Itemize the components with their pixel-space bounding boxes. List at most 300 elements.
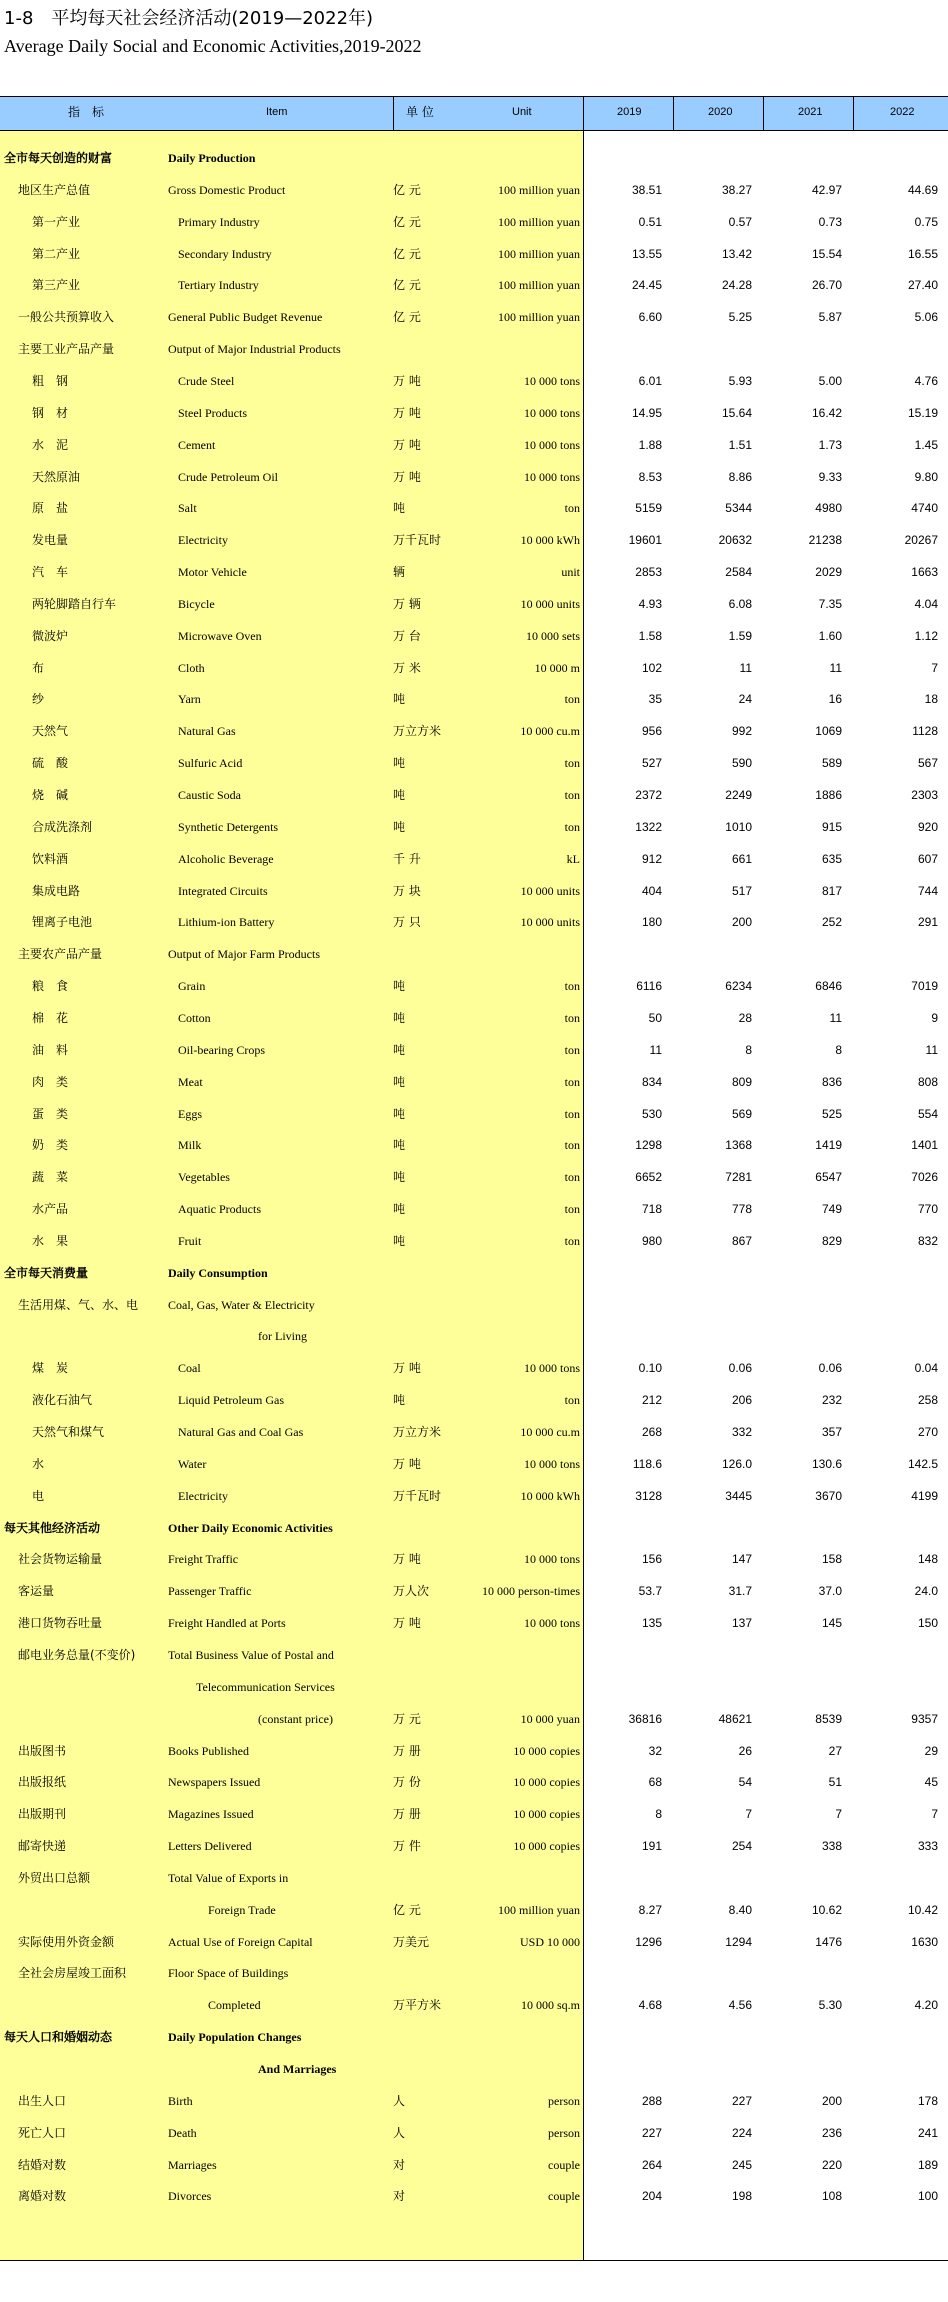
table-row [0, 875, 948, 907]
table-row [0, 1989, 948, 2021]
value-2020: 517 [731, 883, 752, 898]
table-row [0, 429, 948, 461]
value-2021: 145 [821, 1616, 842, 1631]
value-2020: 332 [731, 1425, 752, 1439]
row-item-cn: 水产品 [32, 1202, 69, 1217]
table-row [0, 1543, 948, 1575]
row-item-en: Primary Industry [178, 214, 260, 229]
row-item-en: Completed [208, 1998, 261, 2013]
row-unit-cn: 万 册 [393, 1743, 421, 1758]
value-2020: 2249 [725, 788, 752, 802]
value-2019: 5159 [635, 501, 662, 516]
row-item-cn: 烧 碱 [32, 788, 69, 802]
row-item-cn: 水 果 [32, 1233, 69, 1248]
value-2022: 29 [924, 1743, 938, 1758]
value-2020: 198 [731, 2189, 752, 2204]
row-unit-cn: 亿 元 [393, 246, 421, 261]
row-unit-cn: 万美元 [393, 1934, 430, 1949]
value-2020: 224 [731, 2125, 752, 2140]
row-item-cn: 两轮脚踏自行车 [32, 596, 117, 611]
row-item-en: Steel Products [178, 405, 247, 420]
table-title-cn: 1-8 平均每天社会经济活动(2019—2022年) [4, 8, 374, 29]
row-item-en: Crude Steel [178, 373, 235, 388]
row-item-cn: 天然原油 [32, 469, 81, 484]
row-item-en: Electricity [178, 533, 228, 548]
value-2019: 1.58 [638, 628, 662, 643]
table-row [0, 1671, 948, 1703]
row-unit-en: 10 000 kWh [520, 1488, 580, 1503]
value-2020: 1.51 [728, 437, 752, 452]
value-2019: 8.27 [638, 1902, 662, 1917]
row-item-en: Alcoholic Beverage [178, 851, 274, 866]
value-2020: 254 [731, 1839, 752, 1854]
row-item-en: Books Published [168, 1743, 250, 1758]
row-item-en: Death [168, 2125, 197, 2140]
row-item-en: Crude Petroleum Oil [178, 469, 278, 484]
value-2021: 1886 [815, 788, 842, 802]
value-2022: 9 [931, 1010, 938, 1025]
row-item-en: Tertiary Industry [178, 278, 259, 293]
row-item-cn: 出版图书 [18, 1743, 67, 1758]
table-row [0, 1862, 948, 1894]
table-row [0, 174, 948, 206]
value-2021: 589 [821, 756, 842, 771]
row-unit-en: 10 000 sq.m [520, 1998, 580, 2013]
row-item-cn: 生活用煤、气、水、电 [18, 1297, 139, 1312]
value-2019: 8.53 [638, 469, 662, 484]
table-row [0, 1416, 948, 1448]
table-row [0, 333, 948, 365]
row-item-en: Synthetic Detergents [178, 819, 279, 834]
table-row [0, 1161, 948, 1193]
header-divider [673, 96, 674, 130]
row-item-cn: 全市每天创造的财富 [4, 151, 113, 165]
value-2020: 1.59 [728, 628, 752, 643]
table-row [0, 492, 948, 524]
row-unit-cn: 吨 [393, 1138, 406, 1153]
value-2021: 357 [821, 1425, 842, 1439]
value-2022: 142.5 [907, 1456, 938, 1471]
value-2022: 4.76 [914, 373, 938, 388]
row-item-en: Newspapers Issued [168, 1775, 261, 1790]
row-item-en: Marriages [168, 2157, 217, 2172]
row-item-en: Daily Consumption [168, 1265, 268, 1280]
value-2021: 2029 [815, 565, 842, 580]
value-2019: 2372 [635, 788, 662, 802]
value-2019: 102 [641, 660, 662, 675]
value-2021: 7.35 [818, 596, 842, 611]
value-2021: 817 [821, 883, 842, 898]
row-item-cn: 蔬 菜 [32, 1170, 69, 1185]
row-item-en: Passenger Traffic [168, 1584, 252, 1599]
row-unit-cn: 亿 元 [393, 182, 421, 197]
row-unit-en: 10 000 tons [523, 1616, 580, 1631]
table-row [0, 1575, 948, 1607]
value-2019: 980 [641, 1233, 662, 1248]
table-row [0, 652, 948, 684]
row-item-en: (constant price) [258, 1711, 333, 1726]
value-2021: 635 [821, 851, 842, 866]
row-item-en: Total Business Value of Postal and [168, 1647, 334, 1662]
row-unit-cn: 万立方米 [393, 724, 442, 739]
row-item-en: Liquid Petroleum Gas [178, 1393, 284, 1408]
table-row [0, 1066, 948, 1098]
row-unit-en: ton [564, 756, 580, 771]
row-item-cn: 蛋 类 [32, 1106, 69, 1121]
value-2019: 0.10 [638, 1361, 662, 1376]
value-2020: 0.06 [728, 1361, 752, 1376]
value-2022: 16.55 [907, 246, 938, 261]
table-row [0, 683, 948, 715]
value-2022: 4199 [911, 1488, 938, 1503]
value-2021: 26.70 [811, 278, 842, 293]
row-unit-cn: 万 吨 [393, 469, 421, 484]
value-2019: 38.51 [631, 182, 662, 197]
value-2022: 1663 [911, 565, 938, 580]
row-unit-cn: 亿 元 [393, 278, 421, 293]
value-2019: 68 [648, 1775, 662, 1790]
row-item-cn: 第一产业 [32, 214, 81, 229]
row-unit-en: 10 000 tons [523, 469, 580, 484]
value-2019: 14.95 [631, 405, 662, 420]
table-row [0, 2053, 948, 2085]
value-2022: 241 [917, 2125, 938, 2140]
table-row [0, 811, 948, 843]
row-item-en: Freight Traffic [168, 1552, 239, 1567]
value-2020: 1294 [725, 1934, 752, 1949]
table-row [0, 1098, 948, 1130]
value-2020: 200 [731, 915, 752, 930]
table-row [0, 142, 948, 174]
row-unit-cn: 万 吨 [393, 405, 421, 420]
row-unit-en: 10 000 cu.m [520, 724, 580, 739]
row-item-cn: 油 料 [32, 1042, 69, 1057]
table-row [0, 1830, 948, 1862]
row-item-cn: 死亡人口 [18, 2125, 67, 2140]
row-unit-cn: 万 米 [393, 660, 421, 675]
row-unit-en: ton [564, 1106, 580, 1121]
value-2019: 0.51 [638, 214, 662, 229]
value-2022: 45 [924, 1775, 938, 1790]
value-2020: 661 [731, 851, 752, 866]
table-row [0, 620, 948, 652]
row-unit-en: person [548, 2093, 580, 2108]
value-2021: 15.54 [811, 246, 842, 261]
row-item-en: Meat [178, 1074, 203, 1089]
value-2019: 912 [641, 851, 662, 866]
row-unit-cn: 人 [393, 2125, 406, 2140]
value-2020: 867 [731, 1233, 752, 1248]
value-2021: 11 [829, 1010, 842, 1025]
value-2021: 525 [821, 1106, 842, 1121]
row-unit-cn: 人 [393, 2093, 406, 2108]
row-item-cn: 布 [32, 660, 45, 675]
value-2019: 19601 [628, 533, 662, 548]
value-2022: 4.20 [914, 1998, 938, 2013]
row-unit-en: ton [564, 1138, 580, 1153]
row-unit-cn: 万人次 [393, 1584, 430, 1599]
value-2021: 338 [821, 1839, 842, 1854]
row-item-cn: 邮寄快递 [18, 1839, 67, 1854]
table-row [0, 1320, 948, 1352]
header-year-2021: 2021 [798, 106, 823, 118]
value-2022: 808 [917, 1074, 938, 1089]
value-2022: 554 [917, 1106, 938, 1121]
value-2022: 27.40 [907, 278, 938, 293]
value-2019: 2853 [635, 565, 662, 580]
row-item-en: Fruit [178, 1233, 202, 1248]
value-2022: 0.04 [914, 1361, 938, 1376]
row-item-en: Output of Major Industrial Products [168, 342, 341, 357]
row-item-cn: 社会货物运输量 [18, 1552, 103, 1567]
row-unit-en: 10 000 units [520, 596, 580, 611]
value-2022: 832 [917, 1233, 938, 1248]
row-item-cn: 每天其他经济活动 [4, 1520, 101, 1535]
value-2020: 24.28 [721, 278, 752, 293]
value-2022: 7026 [911, 1170, 938, 1185]
row-unit-en: 10 000 tons [523, 1552, 580, 1567]
value-2019: 527 [641, 756, 662, 771]
row-item-cn: 地区生产总值 [18, 182, 91, 197]
row-item-cn: 钢 材 [32, 405, 69, 420]
row-item-cn: 主要农产品产量 [18, 947, 103, 962]
row-item-cn: 第三产业 [32, 278, 81, 293]
table-row [0, 365, 948, 397]
row-unit-en: 10 000 tons [523, 405, 580, 420]
value-2019: 135 [641, 1616, 662, 1631]
value-2021: 21238 [808, 533, 842, 548]
header-year-2019: 2019 [617, 106, 642, 118]
row-unit-cn: 吨 [393, 1170, 406, 1185]
value-2022: 1401 [911, 1138, 938, 1153]
value-2019: 404 [641, 883, 662, 898]
row-item-cn: 锂离子电池 [32, 915, 93, 930]
row-unit-en: 10 000 cu.m [520, 1425, 580, 1439]
value-2022: 44.69 [907, 182, 938, 197]
value-2021: 130.6 [811, 1456, 842, 1471]
row-unit-cn: 亿 元 [393, 1902, 421, 1917]
row-unit-en: ton [564, 501, 580, 516]
row-item-en: Natural Gas [178, 724, 236, 739]
row-unit-cn: 吨 [393, 1042, 406, 1057]
value-2020: 245 [731, 2157, 752, 2172]
row-item-en: Integrated Circuits [178, 883, 268, 898]
value-2022: 20267 [904, 533, 938, 548]
table-row [0, 301, 948, 333]
value-2019: 956 [641, 724, 662, 739]
table-row [0, 269, 948, 301]
row-unit-en: ton [564, 788, 580, 802]
row-item-en: Bicycle [178, 596, 215, 611]
value-2019: 1.88 [638, 437, 662, 452]
row-unit-en: ton [564, 1074, 580, 1089]
value-2022: 270 [917, 1425, 938, 1439]
row-item-en: Caustic Soda [178, 788, 241, 802]
row-unit-en: person [548, 2125, 580, 2140]
value-2020: 137 [731, 1616, 752, 1631]
value-2022: 744 [917, 883, 938, 898]
table-row [0, 779, 948, 811]
row-unit-cn: 亿 元 [393, 310, 421, 325]
value-2020: 1010 [725, 819, 752, 834]
value-2021: 108 [821, 2189, 842, 2204]
row-unit-en: 100 million yuan [498, 310, 580, 325]
value-2022: 7 [931, 660, 938, 675]
row-unit-en: 10 000 units [520, 915, 580, 930]
row-item-cn: 硫 酸 [32, 756, 69, 771]
row-item-cn: 结婚对数 [18, 2157, 67, 2172]
table-title-en: Average Daily Social and Economic Activities,2019-2022 [4, 36, 422, 56]
value-2021: 4980 [815, 501, 842, 516]
row-unit-cn: 吨 [393, 979, 406, 994]
row-unit-cn: 对 [393, 2189, 406, 2204]
row-unit-cn: 万 只 [393, 915, 421, 930]
value-2019: 191 [641, 1839, 662, 1854]
value-2021: 232 [821, 1393, 842, 1408]
value-2021: 749 [821, 1202, 842, 1217]
table-row [0, 1034, 948, 1066]
row-item-en: Vegetables [178, 1170, 230, 1185]
value-2021: 10.62 [811, 1902, 842, 1917]
value-2020: 206 [731, 1393, 752, 1408]
value-2019: 227 [641, 2125, 662, 2140]
value-2020: 809 [731, 1074, 752, 1089]
table-row [0, 2180, 948, 2212]
value-2022: 150 [917, 1616, 938, 1631]
value-2021: 5.00 [818, 373, 842, 388]
row-item-en: Foreign Trade [208, 1902, 276, 1917]
row-item-cn: 饮料酒 [32, 851, 69, 866]
value-2019: 288 [641, 2093, 662, 2108]
row-item-cn: 原 盐 [32, 501, 69, 516]
row-item-en: Actual Use of Foreign Capital [168, 1934, 313, 1949]
row-item-en: Motor Vehicle [178, 565, 247, 580]
header-item-en: Item [266, 106, 288, 118]
value-2020: 11 [739, 660, 752, 675]
table-row [0, 1798, 948, 1830]
table-row [0, 1448, 948, 1480]
row-item-en: Freight Handled at Ports [168, 1616, 286, 1631]
value-2022: 2303 [911, 788, 938, 802]
value-2021: 829 [821, 1233, 842, 1248]
value-2020: 1368 [725, 1138, 752, 1153]
value-2019: 6.60 [638, 310, 662, 325]
value-2019: 156 [641, 1552, 662, 1567]
row-unit-cn: 万 件 [393, 1839, 421, 1854]
value-2020: 28 [738, 1010, 752, 1025]
row-item-en: Daily Production [168, 151, 256, 165]
value-2022: 10.42 [907, 1902, 938, 1917]
value-2022: 9.80 [914, 469, 938, 484]
table-row [0, 970, 948, 1002]
value-2020: 992 [731, 724, 752, 739]
table-row [0, 238, 948, 270]
row-unit-en: ton [564, 1393, 580, 1408]
table-bottom-border [0, 2260, 948, 2261]
table-row [0, 1957, 948, 1989]
row-unit-cn: 吨 [393, 501, 406, 516]
table-row [0, 1225, 948, 1257]
value-2020: 54 [738, 1775, 752, 1790]
row-item-en: Cement [178, 437, 216, 452]
row-unit-cn: 万平方米 [393, 1998, 442, 2013]
row-item-cn: 微波炉 [32, 628, 69, 643]
value-2020: 5.93 [728, 373, 752, 388]
value-2021: 1.60 [818, 628, 842, 643]
row-item-en: And Marriages [258, 2062, 337, 2076]
value-2021: 8 [835, 1042, 842, 1057]
header-item-cn: 指 标 [68, 105, 105, 119]
value-2021: 915 [821, 819, 842, 834]
value-2021: 6547 [815, 1170, 842, 1185]
row-item-en: Cloth [178, 660, 205, 675]
row-item-cn: 棉 花 [32, 1010, 69, 1025]
value-2019: 204 [641, 2189, 662, 2204]
value-2021: 16.42 [811, 405, 842, 420]
row-unit-en: 10 000 person-times [482, 1584, 580, 1599]
value-2021: 836 [821, 1074, 842, 1089]
row-item-cn: 主要工业产品产量 [18, 342, 115, 357]
row-unit-en: 10 000 copies [513, 1743, 580, 1758]
row-item-en: Other Daily Economic Activities [168, 1520, 333, 1535]
value-2019: 6.01 [638, 373, 662, 388]
header-divider [393, 96, 394, 130]
value-2019: 180 [641, 915, 662, 930]
header-year-2020: 2020 [708, 106, 733, 118]
value-2022: 4740 [911, 501, 938, 516]
row-unit-cn: 万 吨 [393, 1456, 421, 1471]
row-item-en: Gross Domestic Product [168, 182, 286, 197]
row-item-cn: 每天人口和婚姻动态 [4, 2030, 113, 2045]
value-2022: 189 [917, 2157, 938, 2172]
value-2020: 227 [731, 2093, 752, 2108]
value-2019: 3128 [635, 1488, 662, 1503]
row-item-en: Secondary Industry [178, 246, 272, 261]
value-2022: 567 [917, 756, 938, 771]
row-unit-cn: 千 升 [393, 851, 421, 866]
value-2019: 718 [641, 1202, 662, 1217]
row-item-en: Grain [178, 979, 206, 994]
row-item-en: Oil-bearing Crops [178, 1042, 265, 1057]
row-item-cn: 奶 类 [32, 1138, 69, 1153]
row-item-cn: 港口货物吞吐量 [18, 1616, 103, 1631]
value-2020: 5.25 [728, 310, 752, 325]
row-item-cn: 发电量 [32, 533, 69, 548]
row-item-en: Salt [178, 501, 197, 516]
table-row [0, 1894, 948, 1926]
row-unit-en: 10 000 tons [523, 1361, 580, 1376]
value-2021: 42.97 [811, 182, 842, 197]
row-unit-cn: 吨 [393, 1010, 406, 1025]
row-item-cn: 粮 食 [32, 979, 69, 994]
row-unit-en: 10 000 m [534, 660, 580, 675]
value-2021: 51 [828, 1775, 842, 1790]
row-unit-en: 10 000 tons [523, 437, 580, 452]
table-row [0, 1703, 948, 1735]
value-2021: 1419 [815, 1138, 842, 1153]
row-unit-en: ton [564, 1170, 580, 1185]
row-item-cn: 离婚对数 [18, 2189, 67, 2204]
row-unit-cn: 亿 元 [393, 214, 421, 229]
value-2021: 220 [821, 2157, 842, 2172]
row-unit-cn: 万立方米 [393, 1425, 442, 1439]
value-2022: 607 [917, 851, 938, 866]
table-row [0, 1639, 948, 1671]
value-2022: 258 [917, 1393, 938, 1408]
value-2021: 1476 [815, 1934, 842, 1949]
row-item-cn: 液化石油气 [32, 1393, 93, 1408]
value-2022: 15.19 [907, 405, 938, 420]
